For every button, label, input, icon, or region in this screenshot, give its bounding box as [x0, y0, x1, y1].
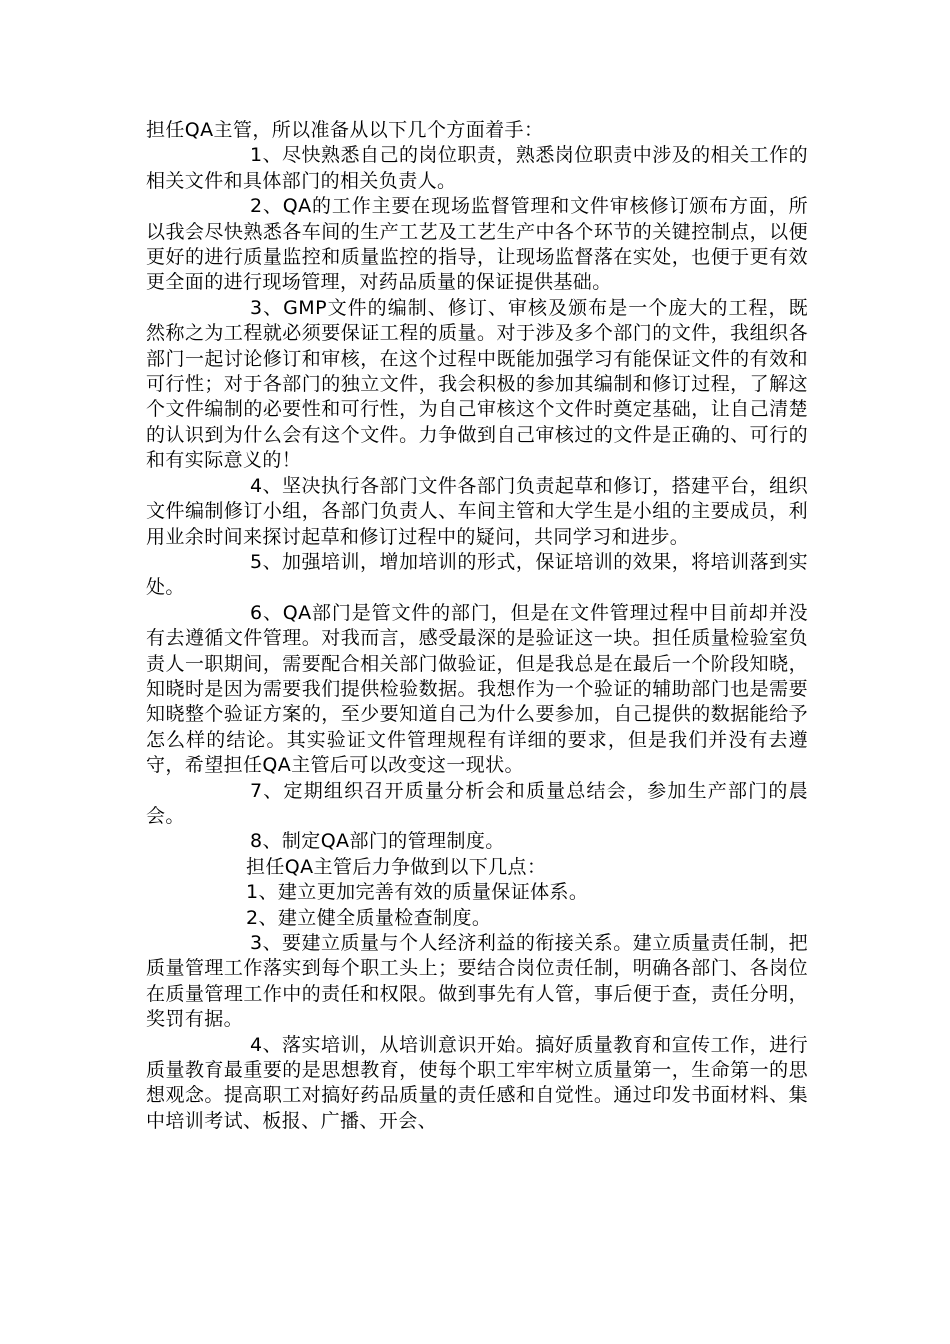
paragraph-goals-heading: 担任QA主管后力争做到以下几点：: [246, 855, 547, 878]
paragraph-item-6: 6、QA部门是管文件的部门，但是在文件管理过程中目前却并没有去遵循文件管理。对我而言，感受最深的是验证这一块。担任质量检验室负责人一职期间，需要配合相关部门做验证，但是我总是在最后一个阶段知晓，知晓时是因为需要我们提供检验数据。我想作为一个验证的辅助部门也是需要知晓整个验证方案的，至少要知道自己为什么要参加，自己提供的数据能给予怎么样的结论。其实验证文件管理规程有详细的要求，但是我们并没有去遵守，希望担任QA主管后可以改变这一现状。: [146, 601, 808, 777]
paragraph-intro: 担任QA主管，所以准备从以下几个方面着手：: [146, 119, 544, 141]
paragraph-item-5: 5、加强培训，增加培训的形式，保证培训的效果，将培训落到实处。: [146, 550, 808, 599]
paragraph-goal-3: 3、要建立质量与个人经济利益的衔接关系。建立质量责任制，把质量管理工作落实到每个职工头上；要结合岗位责任制，明确各部门、各岗位在质量管理工作中的责任和权限。做到事先有人管，事后便于查，责任分明，奖罚有据。: [146, 932, 808, 1031]
paragraph-item-4: 4、坚决执行各部门文件各部门负责起草和修订，搭建平台，组织文件编制修订小组，各部门负责人、车间主管和大学生是小组的主要成员，利用业余时间来探讨起草和修订过程中的疑问，共同学习和进步。: [146, 474, 808, 548]
paragraph-item-3: 3、GMP文件的编制、修订、审核及颁布是一个庞大的工程，既然称之为工程就必须要保证工程的质量。对于涉及多个部门的文件，我组织各部门一起讨论修订和审核，在这个过程中既能加强学习有能保证文件的有效和可行性；对于各部门的独立文件，我会积极的参加其编制和修订过程，了解这个文件编制的必要性和可行性，为自己审核这个文件时奠定基础，让自己清楚的认识到为什么会有这个文件。力争做到自己审核过的文件是正确的、可行的和有实际意义的！: [146, 296, 808, 472]
paragraph-item-8: 8、制定QA部门的管理制度。: [250, 830, 505, 853]
paragraph-item-1: 1、尽快熟悉自己的岗位职责，熟悉岗位职责中涉及的相关工作的相关文件和具体部门的相关负责人。: [146, 144, 808, 192]
paragraph-goal-4: 4、落实培训，从培训意识开始。搞好质量教育和宣传工作，进行质量教育最重要的是思想教育，使每个职工牢牢树立质量第一，生命第一的思想观念。提高职工对搞好药品质量的责任感和自觉性。通过印发书面材料、集中培训考试、板报、广播、开会、: [146, 1033, 808, 1132]
paragraph-goal-2: 2、建立健全质量检查制度。: [246, 906, 492, 929]
paragraph-item-7: 7、定期组织召开质量分析会和质量总结会，参加生产部门的晨会。: [146, 779, 808, 827]
paragraph-goal-1: 1、建立更加完善有效的质量保证体系。: [246, 881, 589, 904]
paragraph-item-2: 2、QA的工作主要在现场监督管理和文件审核修订颁布方面，所以我会尽快熟悉各车间的生产工艺及工艺生产中各个环节的关键控制点，以便更好的进行质量监控和质量监控的指导，让现场监督落在实处，也便于更有效更全面的进行现场管理，对药品质量的保证提供基础。: [146, 195, 808, 294]
document-body: [146, 118, 808, 1134]
